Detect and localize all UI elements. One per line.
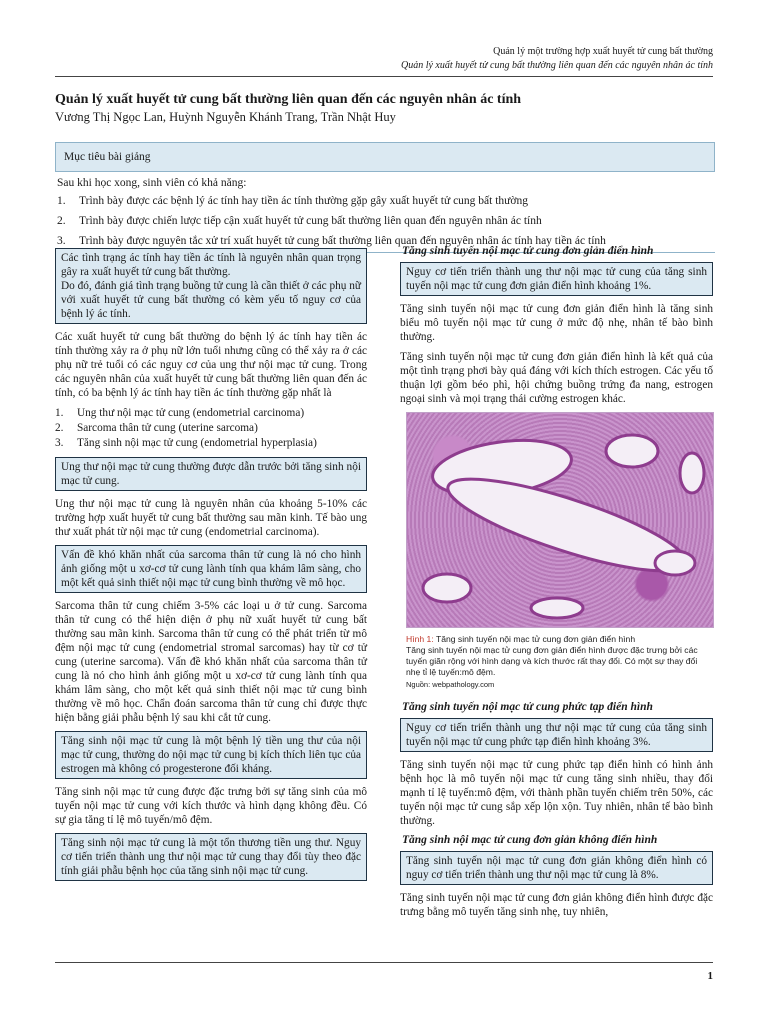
section-heading: Tăng sinh tuyến nội mạc tử cung đơn giản điển hình (402, 245, 654, 257)
body-paragraph: Tăng sinh nội mạc tử cung được đặc trưng bởi sự tăng sinh của mô tuyến nội mạc tử cung với kích thước và hình dạng không đều. Có sự gia tăng tỉ lệ mô tuyến/mô đệm. (55, 786, 367, 826)
authors: Vương Thị Ngọc Lan, Huỳnh Nguyễn Khánh Trang, Trần Nhật Huy (55, 110, 396, 124)
header-rule (55, 76, 713, 77)
right-column (400, 245, 713, 925)
section-heading: Tăng sinh nội mạc tử cung đơn giản không điển hình (402, 834, 658, 846)
objective-text: Trình bày được nguyên tắc xử trí xuất huyết tử cung bất thường liên quan đến nguyên nhân ác tính hay tiền ác tính (79, 235, 606, 247)
footer-rule (55, 962, 713, 963)
objectives-section (55, 142, 715, 253)
callout-text: Do đó, đánh giá tình trạng buồng tử cung là cần thiết ở các phụ nữ với xuất huyết tử cung bất thường có kèm yếu tố nguy cơ của bệnh lý ác tính. (61, 280, 361, 320)
list-number: 2. (55, 422, 64, 434)
left-column (55, 248, 367, 887)
list-text: Sarcoma thân tử cung (uterine sarcoma) (77, 422, 258, 434)
list-number: 1. (55, 407, 64, 419)
body-paragraph: Các xuất huyết tử cung bất thường do bệnh lý ác tính hay tiền ác tính thường xảy ra ở phụ nữ lớn tuổi nhưng cũng có thể xảy ra ở các phụ nữ trẻ tuổi có các nguy cơ của ung thư nội mạc tử cung. Trong các nguyên nhân của xuất huyết tử cung bất thường liên quan đến ác tính, có ba bệnh lý ác tính hay tiền ác tính thường gặp nhất là (55, 331, 367, 399)
running-header-subtitle: Quản lý xuất huyết tử cung bất thường liên quan đến các nguyên nhân ác tính (400, 60, 713, 71)
objective-item (57, 212, 715, 230)
objective-text: Trình bày được chiến lược tiếp cận xuất huyết tử cung bất thường liên quan đến nguyên nhân ác tính (79, 215, 542, 227)
figure-label: Hình 1: (406, 634, 434, 644)
malignancy-list (55, 406, 367, 451)
callout-box: Ung thư nội mạc tử cung thường được dẫn trước bởi tăng sinh nội mạc tử cung. (55, 457, 367, 491)
histology-image (406, 412, 714, 628)
figure-title: Tăng sinh tuyến nội mạc tử cung đơn giản điển hình (435, 634, 636, 644)
callout-box: Tăng sinh tuyến nội mạc tử cung đơn giản không điển hình có nguy cơ tiến triển thành ung thư nội mạc tử cung là 8%. (400, 851, 713, 885)
list-item (55, 421, 367, 436)
figure-description: Tăng sinh tuyến nội mạc tử cung đơn giản điển hình được đặc trưng bởi các tuyến giãn rộng với hình dạng và kích thước rất thay đổi. Có một sự thay đổi nhẹ tỉ lệ tuyến:mô đệm. (406, 645, 698, 677)
callout-box: Tăng sinh nội mạc tử cung là một bệnh lý tiền ung thư của nội mạc tử cung, thường do nội mạc tử cung bị kích thích liên tục của estrogen mà không có progesterone đối kháng. (55, 731, 367, 779)
body-paragraph: Tăng sinh tuyến nội mạc tử cung đơn giản điển hình là kết quả của một tình trạng phơi bày quá đáng với kích thích estrogen. Các yếu tố thuận lợi gồm béo phì, hội chứng buồng trứng đa nang, estrogen ngoại sinh và mọi trạng thái cường estrogen khác. (400, 351, 713, 405)
objective-item (57, 192, 715, 210)
list-text: Ung thư nội mạc tử cung (endometrial carcinoma) (77, 407, 305, 419)
list-item (55, 436, 367, 451)
page-number: 1 (707, 970, 713, 982)
body-paragraph: Tăng sinh tuyến nội mạc tử cung phức tạp điển hình có hình ảnh bệnh học là mô tuyến nội mạc tử cung tăng sinh nhiều, thay đổi mạnh tỉ lệ tuyến:mô đệm, với thành phần tuyến chiếm trên 50%, các tuyến nội mạc tử cung sắp xếp lộn xộn. Tuy nhiên, nhân tế bào bình thường. (400, 759, 713, 827)
callout-box: Nguy cơ tiến triển thành ung thư nội mạc tử cung của tăng sinh tuyến nội mạc tử cung phức tạp điển hình khoảng 3%. (400, 718, 713, 752)
section-heading: Tăng sinh tuyến nội mạc tử cung phức tạp điển hình (402, 701, 653, 713)
objectives-intro: Sau khi học xong, sinh viên có khả năng: (57, 177, 247, 189)
callout-box: Vấn đề khó khăn nhất của sarcoma thân tử cung là nó cho hình ảnh giống một u xơ-cơ tử cung lành tính qua khám lâm sàng, cho một kết quả sinh thiết nội mạc tử cung bình thường về mô học. (55, 545, 367, 593)
body-paragraph: Ung thư nội mạc tử cung là nguyên nhân của khoảng 5-10% các trường hợp xuất huyết tử cung bất thường sau mãn kinh. Tế bào ung thư xuất phát từ nội mạc tử cung (endometrial carcinoma). (55, 498, 367, 538)
objective-number: 1. (57, 195, 66, 207)
list-item (55, 406, 367, 421)
objectives-heading: Mục tiêu bài giảng (55, 142, 715, 172)
list-text: Tăng sinh nội mạc tử cung (endometrial hyperplasia) (77, 437, 317, 449)
body-paragraph: Tăng sinh tuyến nội mạc tử cung đơn giản điển hình là tăng sinh biểu mô tuyến nội mạc tử cung ở mức độ nhẹ, nhân tế bào bình thường. (400, 303, 713, 343)
running-header-title: Quản lý một trường hợp xuất huyết tử cung bất thường (493, 46, 713, 57)
list-number: 3. (55, 437, 64, 449)
figure-caption (406, 634, 713, 678)
histology-glands (407, 413, 713, 627)
body-paragraph: Tăng sinh tuyến nội mạc tử cung đơn giản không điển hình được đặc trưng bằng mô tuyến tăng sinh nhẹ, tuy nhiên, (400, 892, 713, 918)
page-title: Quản lý xuất huyết tử cung bất thường liên quan đến các nguyên nhân ác tính (55, 92, 522, 107)
callout-box: Nguy cơ tiến triển thành ung thư nội mạc tử cung của tăng sinh tuyến nội mạc tử cung đơn giản điển hình khoảng 1%. (400, 262, 713, 296)
objective-number: 3. (57, 235, 66, 247)
callout-box: Tăng sinh nội mạc tử cung là một tổn thương tiền ung thư. Nguy cơ tiến triển thành ung thư nội mạc tử cung thay đổi tùy theo đặc tính giải phẫu bệnh học của tăng sinh nội mạc tử cung. (55, 833, 367, 881)
objective-number: 2. (57, 215, 66, 227)
figure-source: Nguồn: webpathology.com (406, 680, 495, 689)
callout-text: Các tình trạng ác tính hay tiền ác tính là nguyên nhân quan trọng gây ra xuất huyết tử cung bất thường. (61, 252, 361, 278)
objective-text: Trình bày được các bệnh lý ác tính hay tiền ác tính thường gặp gây xuất huyết tử cung bất thường (79, 195, 528, 207)
body-paragraph: Sarcoma thân tử cung chiếm 3-5% các loại u ở tử cung. Sarcoma thân tử cung có thể hiện diện ở phụ nữ xuất huyết tử cung bất thường sau mãn kinh. Sarcoma thân tử cung có thể phát triển từ mô đệm nội mạc tử cung (endometrial stromal sarcomas) hay từ cơ tử cung (uterine sarcoma). Vấn đề khó khăn nhất của sarcoma thân tử cung là nó cho hình ảnh giống một u xơ-cơ tử cung lành tính qua khám lâm sàng, cho một kết quả sinh thiết nội mạc tử cung bình thường về mô học. Chẩn đoán sarcoma thân tử cung chỉ được thực hiện bằng giải phẫu bệnh lý sau khi cắt tử cung. (55, 600, 367, 724)
callout-box (55, 248, 367, 324)
